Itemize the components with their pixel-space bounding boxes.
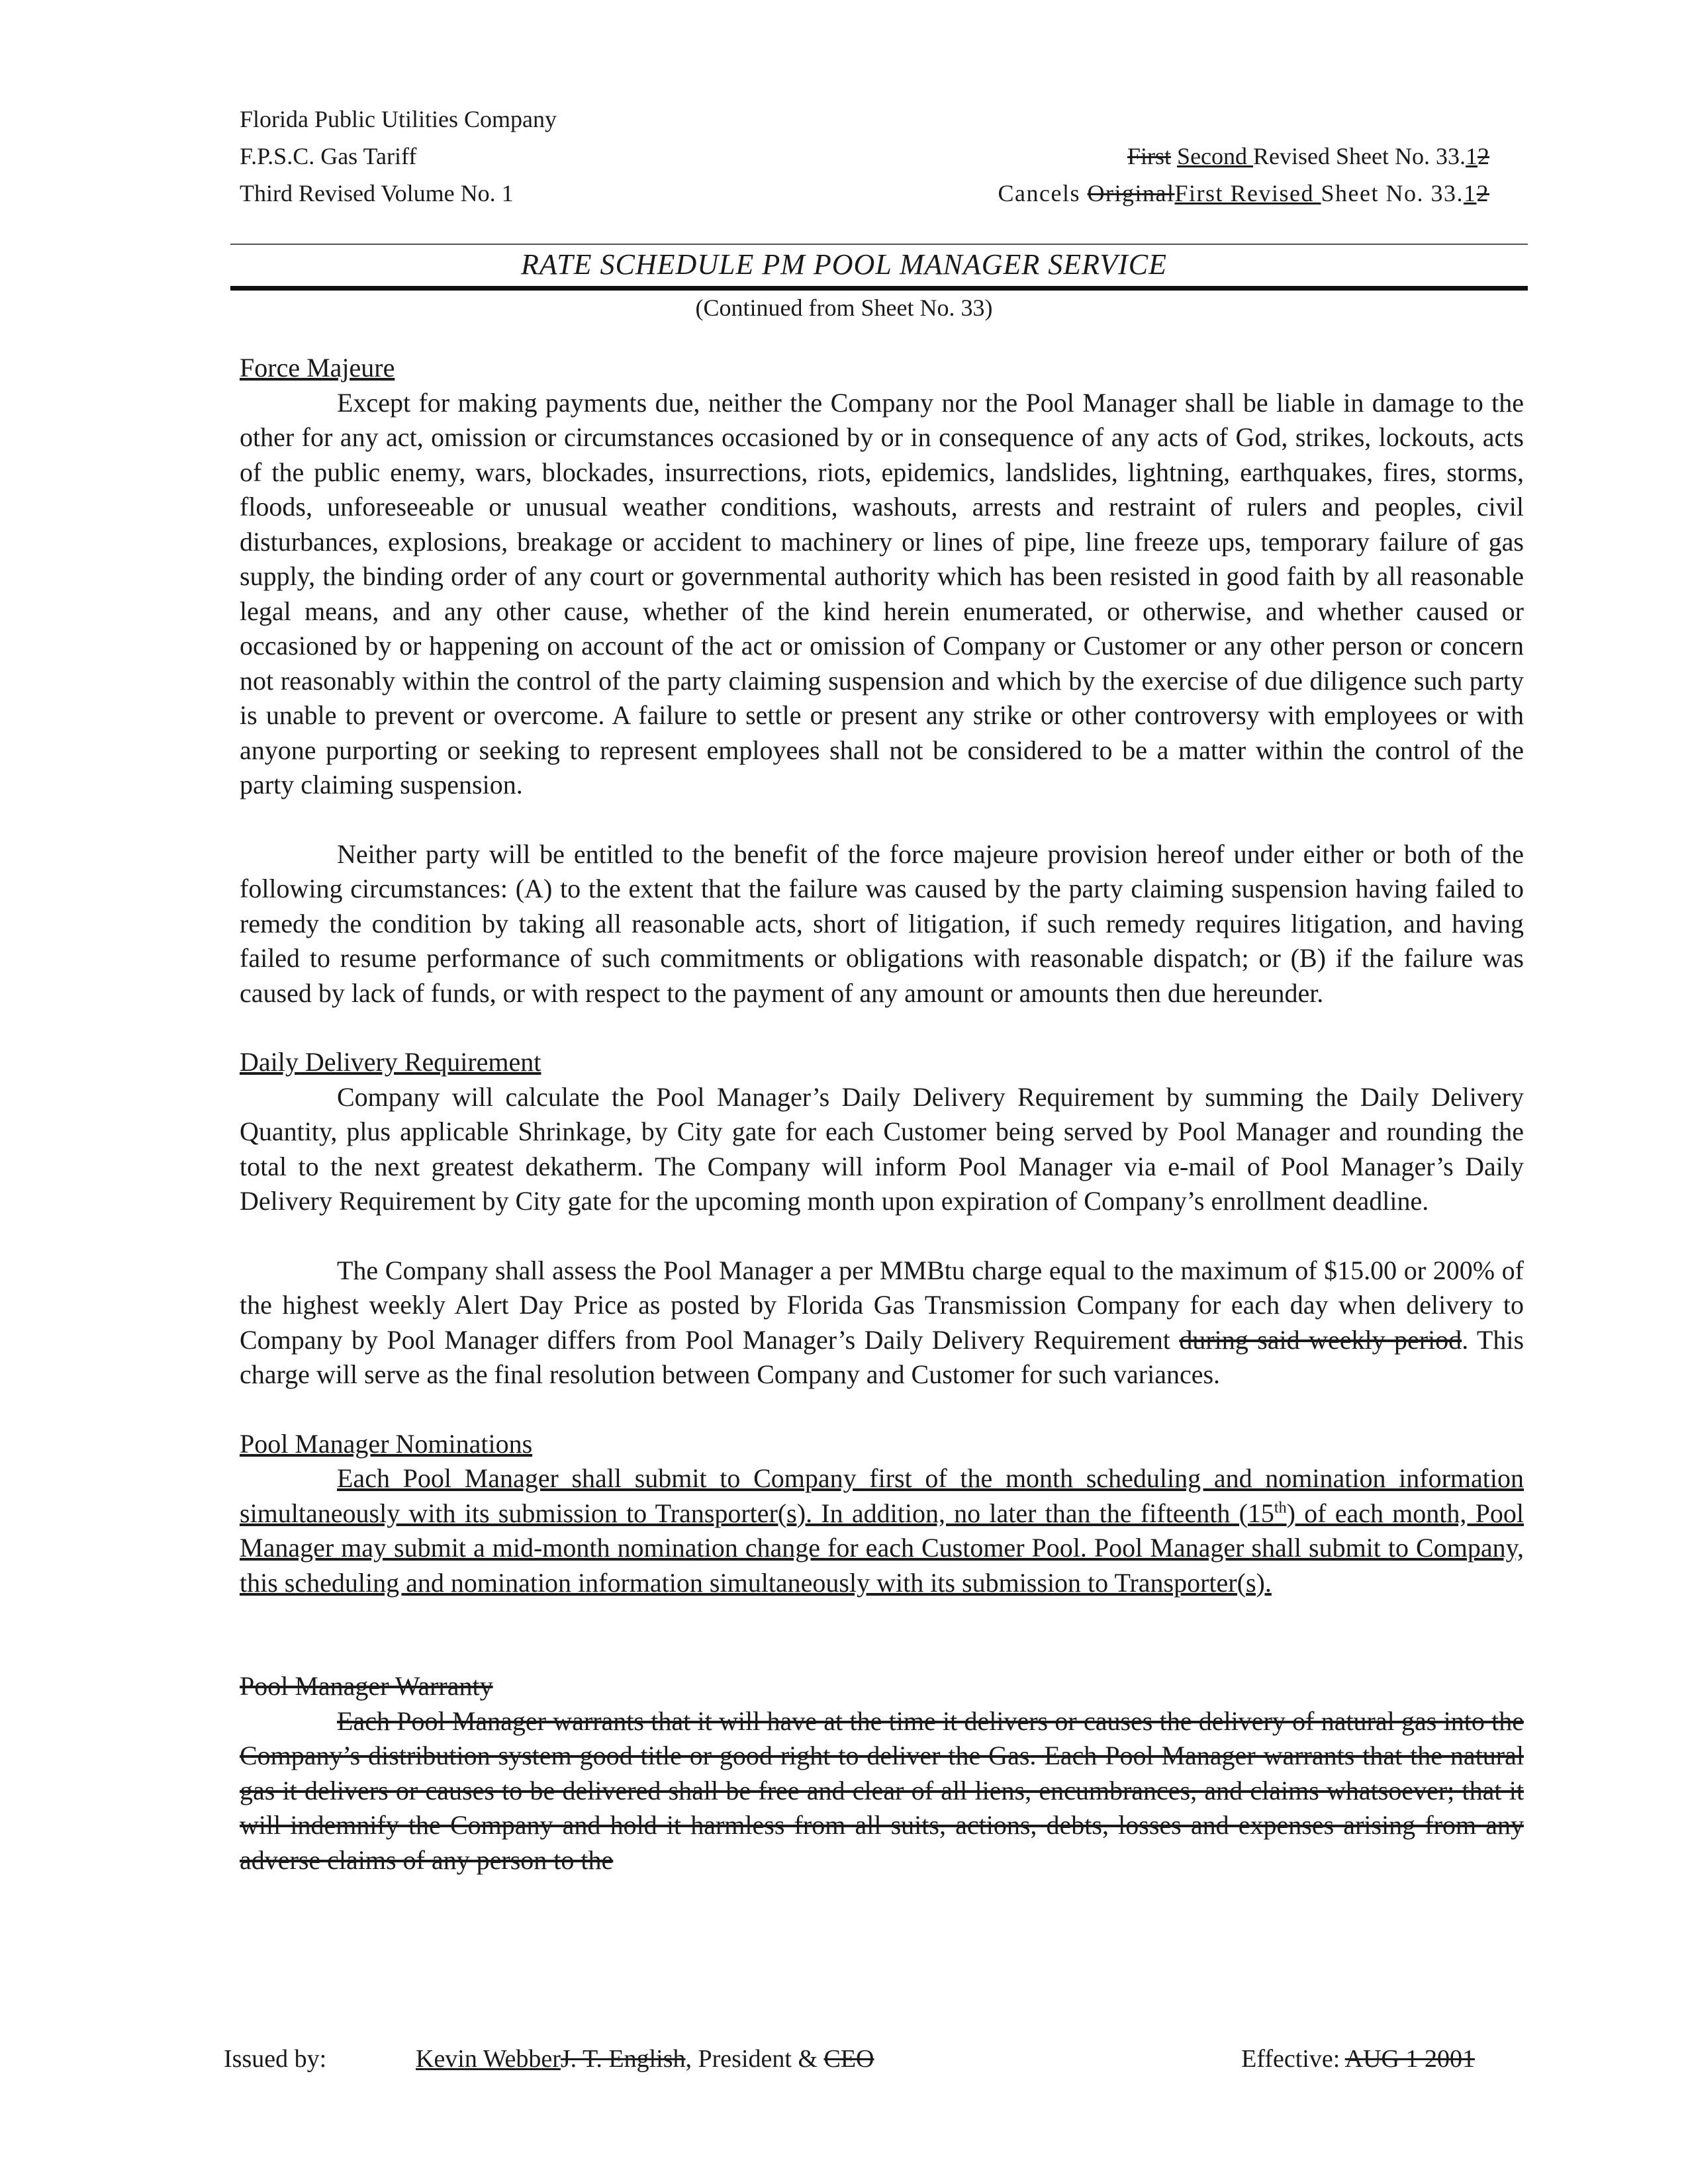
header-left	[240, 101, 557, 212]
nominations-superscript: th	[1274, 1499, 1287, 1517]
sheet-num-deleted: 2	[1477, 143, 1489, 169]
spacer	[240, 803, 1524, 837]
issuer-title-2: &	[798, 2045, 824, 2073]
issuer-inserted: Kevin Webber	[416, 2045, 561, 2073]
daily-delivery-p2-b: . This charge will serve as the final resolution between Company and Customer for such variances.	[240, 1324, 1524, 1389]
daily-delivery-p2-struck: during said weekly period	[1179, 1324, 1462, 1355]
cancels-num-deleted: 2	[1476, 180, 1489, 206]
daily-delivery-p2-a: The Company shall assess the Pool Manager a per MMBtu charge equal to the maximum of $15.00 or 200% of the highest weekly Alert Day Price as posted by Florida Gas Transmission Company for each day when delivery to Company by Pool Manager differs from Pool Manager’s Daily Delivery Requirement	[240, 1255, 1524, 1355]
sheet-inserted-text: Second	[1177, 143, 1254, 169]
volume-name: Third Revised Volume No. 1	[240, 180, 514, 206]
sheet-num-inserted: 1	[1466, 143, 1477, 169]
header-right	[998, 138, 1489, 212]
tariff-name: F.P.S.C. Gas Tariff	[240, 143, 417, 169]
force-majeure-paragraph-2: Neither party will be entitled to the benefit of the force majeure provision hereof under either or both of the following circumstances: (A) to the extent that the failure was caused by the party claiming suspension having failed to remedy the condition by taking all reasonable acts, short of litigation, if such remedy requires litigation, and having failed to resume performance of such commitments or obligations with reasonable dispatch; or (B) if the failure was caused by lack of funds, or with respect to the payment of any amount or amounts then due hereunder.	[240, 839, 1524, 1008]
cancels-rest-text: Sheet No. 33.	[1321, 180, 1464, 206]
sheet-rest-text: Revised Sheet No. 33.	[1253, 143, 1466, 169]
spacer	[240, 1392, 1524, 1427]
daily-delivery-paragraph-1: Company will calculate the Pool Manager’s Daily Delivery Requirement by summing the Daily Delivery Quantity, plus applicable Shrinkage, by City gate for each Customer being served by Pool Manager and rounding the total to the next greatest dekatherm. The Company will inform Pool Manager via e-mail of Pool Manager’s Daily Delivery Requirement by City gate for the upcoming month upon expiration of Company’s enrollment deadline.	[240, 1081, 1524, 1216]
warranty-paragraph: Each Pool Manager warrants that it will have at the time it delivers or causes the delivery of natural gas into the Company’s distribution system good title or good right to deliver the Gas. Each Pool Manager warrants that the natural gas it delivers or causes to be delivered shall be free and clear of all liens, encumbrances, and claims whatsoever; that it will indemnify the Company and hold it harmless from all suits, actions, debts, losses and expenses arising from any adverse claims of any person to the	[240, 1706, 1524, 1875]
issuer-title-deleted: CEO	[823, 2045, 874, 2073]
sheet-deleted-text: First	[1127, 143, 1172, 169]
issuer-title-1: , President	[685, 2045, 798, 2073]
force-majeure-paragraph-1: Except for making payments due, neither the Company nor the Pool Manager shall be liable in damage to the other for any act, omission or circumstances occasioned by or in consequence of any acts of God, strikes, lockouts, acts of the public enemy, wars, blockades, insurrections, riots, epidemics, landslides, lightning, earthquakes, fires, storms, floods, unforeseeable or unusual weather conditions, washouts, arrests and restraint of rulers and peoples, civil disturbances, explosions, breakage or accident to machinery or lines of pipe, line freeze ups, temporary failure of gas supply, the binding order of any court or governmental authority which has been resisted in good faith by all reasonable legal means, and any other cause, whether of the kind herein enumerated, or otherwise, and whether caused or occasioned by or happening on account of the act or omission of Company or Customer or any other person or concern not reasonably within the control of the party claiming suspension and which by the exercise of due diligence such party is unable to prevent or overcome. A failure to settle or present any strike or other controversy with employees or with anyone purporting or seeking to represent employees shall not be considered to be a matter within the control of the party claiming suspension.	[240, 387, 1524, 799]
issued-by-value	[416, 2042, 874, 2075]
daily-delivery-heading: Daily Delivery Requirement	[240, 1047, 541, 1077]
cancels-deleted-text: Original	[1087, 180, 1175, 206]
cancels-inserted-text: First Revised	[1174, 180, 1321, 206]
spacer	[240, 1219, 1524, 1253]
document-body	[240, 351, 1524, 1878]
cancels-label: Cancels	[998, 180, 1088, 206]
nominations-p1-a: Each Pool Manager shall submit to Company first of the month scheduling and nomination information simultaneously with its submission to Transporter(s). In addition, no later than the fifteenth (15	[240, 1463, 1524, 1528]
warranty-heading: Pool Manager Warranty	[240, 1671, 493, 1701]
effective-date	[1241, 2042, 1475, 2075]
force-majeure-heading: Force Majeure	[240, 353, 395, 383]
issuer-deleted: J. T. English	[560, 2045, 686, 2073]
sheet-number	[998, 138, 1489, 175]
schedule-title: RATE SCHEDULE PM POOL MANAGER SERVICE	[521, 248, 1167, 281]
cancels-num-inserted: 1	[1464, 180, 1477, 206]
effective-deleted: AUG 1 2001	[1344, 2045, 1475, 2073]
effective-label: Effective:	[1241, 2045, 1345, 2073]
nominations-p1-b: ) of each month, Pool Manager may submit a mid-month nomination change for each Customer Pool. Pool Manager shall submit to Company, this scheduling and nomination information simultaneously with its submission to Transporter(s).	[240, 1498, 1524, 1598]
title-divider	[230, 286, 1528, 291]
nominations-heading: Pool Manager Nominations	[240, 1428, 533, 1459]
daily-delivery-paragraph-2	[240, 1253, 1524, 1392]
cancels-line	[998, 175, 1489, 212]
company-name: Florida Public Utilities Company	[240, 106, 557, 132]
spacer	[240, 1600, 1524, 1669]
continued-note: (Continued from Sheet No. 33)	[695, 295, 993, 321]
issued-by-label: Issued by:	[224, 2045, 327, 2073]
spacer	[240, 1011, 1524, 1045]
nominations-paragraph	[240, 1461, 1524, 1600]
